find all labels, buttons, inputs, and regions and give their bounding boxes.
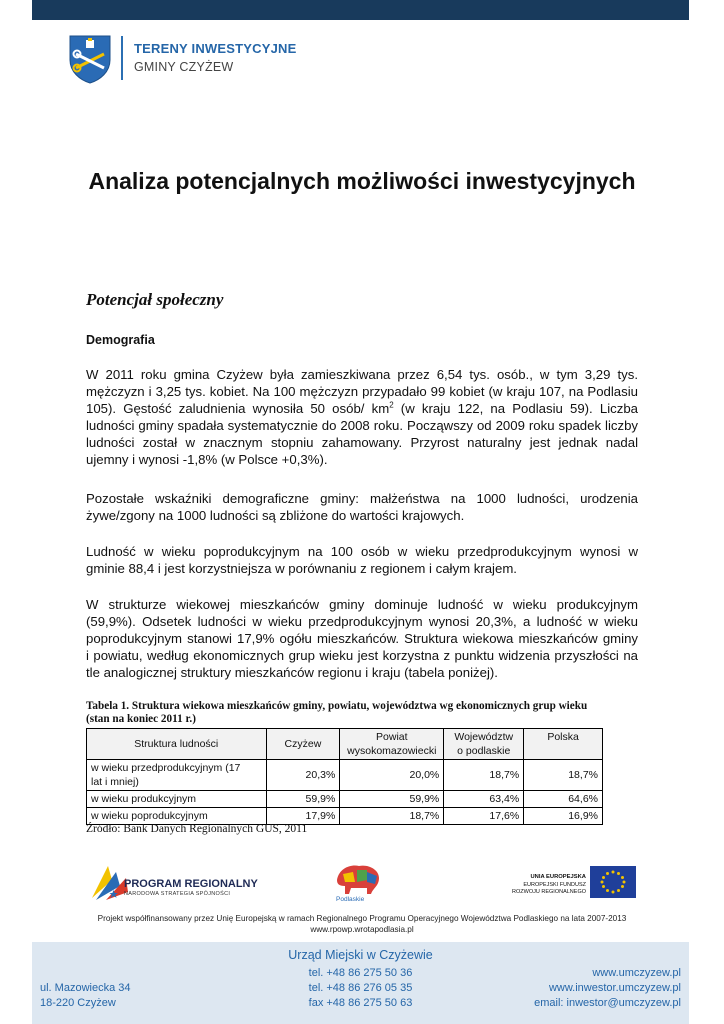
table-header: Polska <box>524 729 603 760</box>
paragraph-demography-1: W 2011 roku gmina Czyżew była zamieszkiwana przez 6,54 tys. osób., w tym 3,29 tys. mężczyzn i 3,25 tys. kobiet. Na 100 mężczyzn przypadało 99 kobiet (w kraju 107, na Podlasiu 105). Gęstość zaludnienia wynosiła 50 osób/ $km^2$ (w kraju 122, na Podlasiu 59). Liczba ludności gminy spadała systematycznie do 2008 roku. Począwszy od 2009 roku spadek liczby ludności został w znacznym stopniu zahamowany. Przyrost naturalny jest jednak nadal ujemny i wynosi -1,8% (w Polsce +0,3%). <box>86 367 638 467</box>
table-cell: 18,7% <box>340 808 444 825</box>
table-cell: 18,7% <box>524 760 603 791</box>
table-cell: 17,9% <box>266 808 340 825</box>
logo-title: TERENY INWESTYCYJNE <box>134 41 297 56</box>
table-cell: 20,0% <box>340 760 444 791</box>
table-cell: 17,6% <box>444 808 524 825</box>
footer-address: ul. Mazowiecka 34 18-220 Czyżew <box>40 982 131 1009</box>
table-cell-label: w wieku poprodukcyjnym <box>87 808 267 825</box>
footer-email[interactable]: email: inwestor@umczyzew.pl <box>534 997 681 1009</box>
podlaskie-label: Podlaskie <box>336 896 365 903</box>
podlaskie-bison-logo <box>333 860 383 898</box>
table-cell-label: w wieku produkcyjnym <box>87 791 267 808</box>
table-cell: 16,9% <box>524 808 603 825</box>
logo-divider <box>121 36 123 80</box>
table-cell: 63,4% <box>444 791 524 808</box>
table-cell: 64,6% <box>524 791 603 808</box>
table-cell: 59,9% <box>266 791 340 808</box>
paragraph-demography-2: Pozostałe wskaźniki demograficzne gminy: małżeństwa na 1000 ludności, urodzenia żywe/zgony na 1000 ludności są zbliżone do wartości krajowych. <box>86 491 638 523</box>
top-bar <box>32 0 689 20</box>
table-cell: 18,7% <box>444 760 524 791</box>
footer <box>32 942 689 1024</box>
paragraph-demography-4: W strukturze wiekowej mieszkańców gminy dominuje ludność w wieku produkcyjnym (59,9%). Odsetek ludności w wieku przedprodukcyjnym wynosi 20,3%, a ludność w wieku poprodukcyjnym stanowi 17,9% ogółu mieszkańców. Struktura wiekowa mieszkańców gminy i powiatu, według ekonomicznych grup wieku jest korzystna z punktu widzenia przyszłości na tle analogicznej struktury mieszkańców regionu i kraju (tabela poniżej). <box>86 597 638 680</box>
age-structure-table <box>86 728 603 825</box>
footer-link-web1[interactable]: www.umczyzew.pl <box>592 967 681 979</box>
program-subtitle: NARODOWA STRATEGIA SPÓJNOŚCI <box>124 891 231 897</box>
table-header: Województw o podlaskie <box>444 729 524 760</box>
eu-title: UNIA EUROPEJSKA <box>530 874 586 880</box>
table-header: Struktura ludności <box>87 729 267 760</box>
table-row <box>87 760 603 791</box>
logo-subtitle: GMINY CZYŻEW <box>134 60 234 74</box>
paragraph-demography-3: Ludność w wieku poprodukcyjnym na 100 osób w wieku przedprodukcyjnym wynosi w gminie 88,4 i jest korzystniejsza w porównaniu z regionem i całym krajem. <box>86 544 638 576</box>
coat-of-arms-icon <box>68 34 112 84</box>
eu-fund-line1: EUROPEJSKI FUNDUSZ <box>523 882 586 888</box>
section-title: Potencjał społeczny <box>86 290 224 309</box>
footer-phones: tel. +48 86 275 50 36 tel. +48 86 276 05 35 fax +48 86 275 50 63 <box>308 967 413 1009</box>
table-source: Źródło: Bank Danych Regionalnych GUS, 2011 <box>86 823 308 835</box>
table-row <box>87 791 603 808</box>
table-header: Powiat wysokomazowiecki <box>340 729 444 760</box>
table-cell: 59,9% <box>340 791 444 808</box>
document-title: Analiza potencjalnych możliwości inwestycyjnych <box>88 168 636 194</box>
table-row <box>87 808 603 825</box>
subsection-title: Demografia <box>86 333 155 347</box>
footer-web <box>534 966 681 1011</box>
table-header: Czyżew <box>266 729 340 760</box>
eu-flag-icon <box>590 866 636 898</box>
footer-link-web2[interactable]: www.inwestor.umczyzew.pl <box>548 982 681 994</box>
eu-fund-line2: ROZWOJU REGIONALNEGO <box>512 889 586 895</box>
program-title: PROGRAM REGIONALNY <box>124 878 258 890</box>
footer-office: Urząd Miejski w Czyżewie <box>288 948 433 962</box>
funding-logos <box>86 858 638 908</box>
table-cell-label: w wieku przedprodukcyjnym (17 lat i mniej) <box>87 760 267 791</box>
table-caption: Tabela 1. Struktura wiekowa mieszkańców gminy, powiatu, województwa wg ekonomicznych grup wieku (stan na koniec 2011 r.) <box>86 700 588 725</box>
project-note: Projekt współfinansowany przez Unię Europejską w ramach Regionalnego Programu Operacyjnego Województwa Podlaskiego na lata 2007-2013 www.rpowp.wrotapodlasia.pl <box>97 914 627 934</box>
table-header-row <box>87 729 603 760</box>
table-cell: 20,3% <box>266 760 340 791</box>
